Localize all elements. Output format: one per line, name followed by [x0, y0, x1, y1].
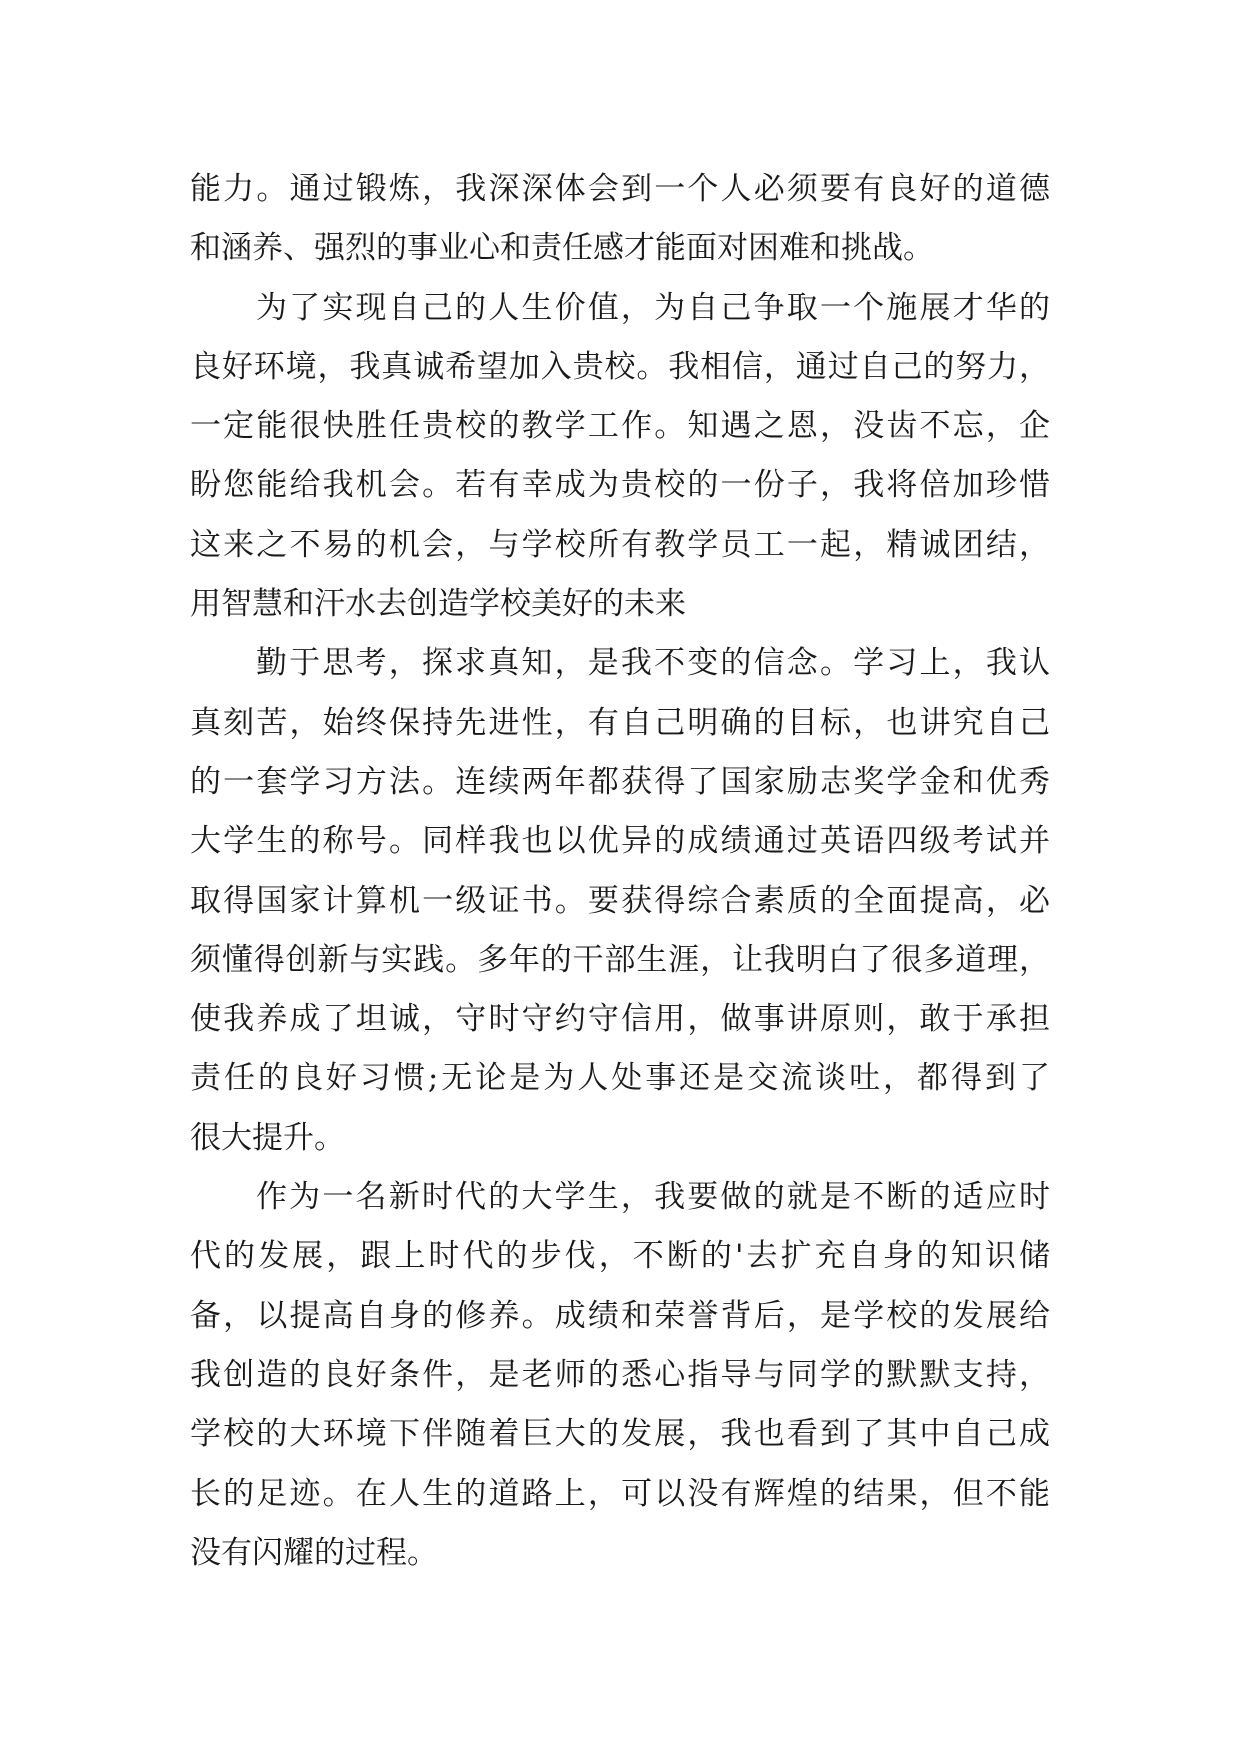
text-line: 备，以提高自身的修养。成绩和荣誉背后，是学校的发展给 — [190, 1297, 1050, 1334]
text-line: 勤于思考，探求真知，是我不变的信念。学习上，我认 — [256, 645, 1050, 682]
text-line: 责任的良好习惯;无论是为人处事还是交流谈吐，都得到了 — [190, 1060, 1050, 1097]
text-line: 代的发展，跟上时代的步伐，不断的'去扩充自身的知识储 — [190, 1238, 1050, 1275]
text-line: 和涵养、强烈的事业心和责任感才能面对困难和挑战。 — [190, 230, 934, 267]
text-line: 大学生的称号。同样我也以优异的成绩通过英语四级考试并 — [190, 823, 1050, 860]
text-line: 用智慧和汗水去创造学校美好的未来 — [190, 586, 686, 623]
text-line: 取得国家计算机一级证书。要获得综合素质的全面提高，必 — [190, 882, 1050, 919]
text-line: 须懂得创新与实践。多年的干部生涯，让我明白了很多道理， — [190, 941, 1050, 978]
text-line: 没有闪耀的过程。 — [190, 1534, 438, 1571]
text-line: 为了实现自己的人生价值，为自己争取一个施展才华的 — [256, 289, 1050, 326]
text-line: 的一套学习方法。连续两年都获得了国家励志奖学金和优秀 — [190, 763, 1050, 800]
text-line: 良好环境，我真诚希望加入贵校。我相信，通过自己的努力， — [190, 348, 1050, 385]
text-line: 很大提升。 — [190, 1119, 345, 1156]
text-line: 真刻苦，始终保持先进性，有自己明确的目标，也讲究自己 — [190, 704, 1050, 741]
text-line: 作为一名新时代的大学生，我要做的就是不断的适应时 — [256, 1179, 1050, 1216]
text-line: 长的足迹。在人生的道路上，可以没有辉煌的结果，但不能 — [190, 1475, 1050, 1512]
text-line: 学校的大环境下伴随着巨大的发展，我也看到了其中自己成 — [190, 1416, 1050, 1453]
text-line: 盼您能给我机会。若有幸成为贵校的一份子，我将倍加珍惜 — [190, 467, 1050, 504]
text-line: 我创造的良好条件，是老师的悉心指导与同学的默默支持， — [190, 1356, 1050, 1393]
body-text — [190, 160, 1050, 1583]
text-line: 一定能很快胜任贵校的教学工作。知遇之恩，没齿不忘，企 — [190, 408, 1050, 445]
text-line: 能力。通过锻炼，我深深体会到一个人必须要有良好的道德 — [190, 171, 1050, 207]
text-line: 使我养成了坦诚，守时守约守信用，做事讲原则，敢于承担 — [190, 1001, 1050, 1038]
text-line: 这来之不易的机会，与学校所有教学员工一起，精诚团结， — [190, 526, 1050, 563]
